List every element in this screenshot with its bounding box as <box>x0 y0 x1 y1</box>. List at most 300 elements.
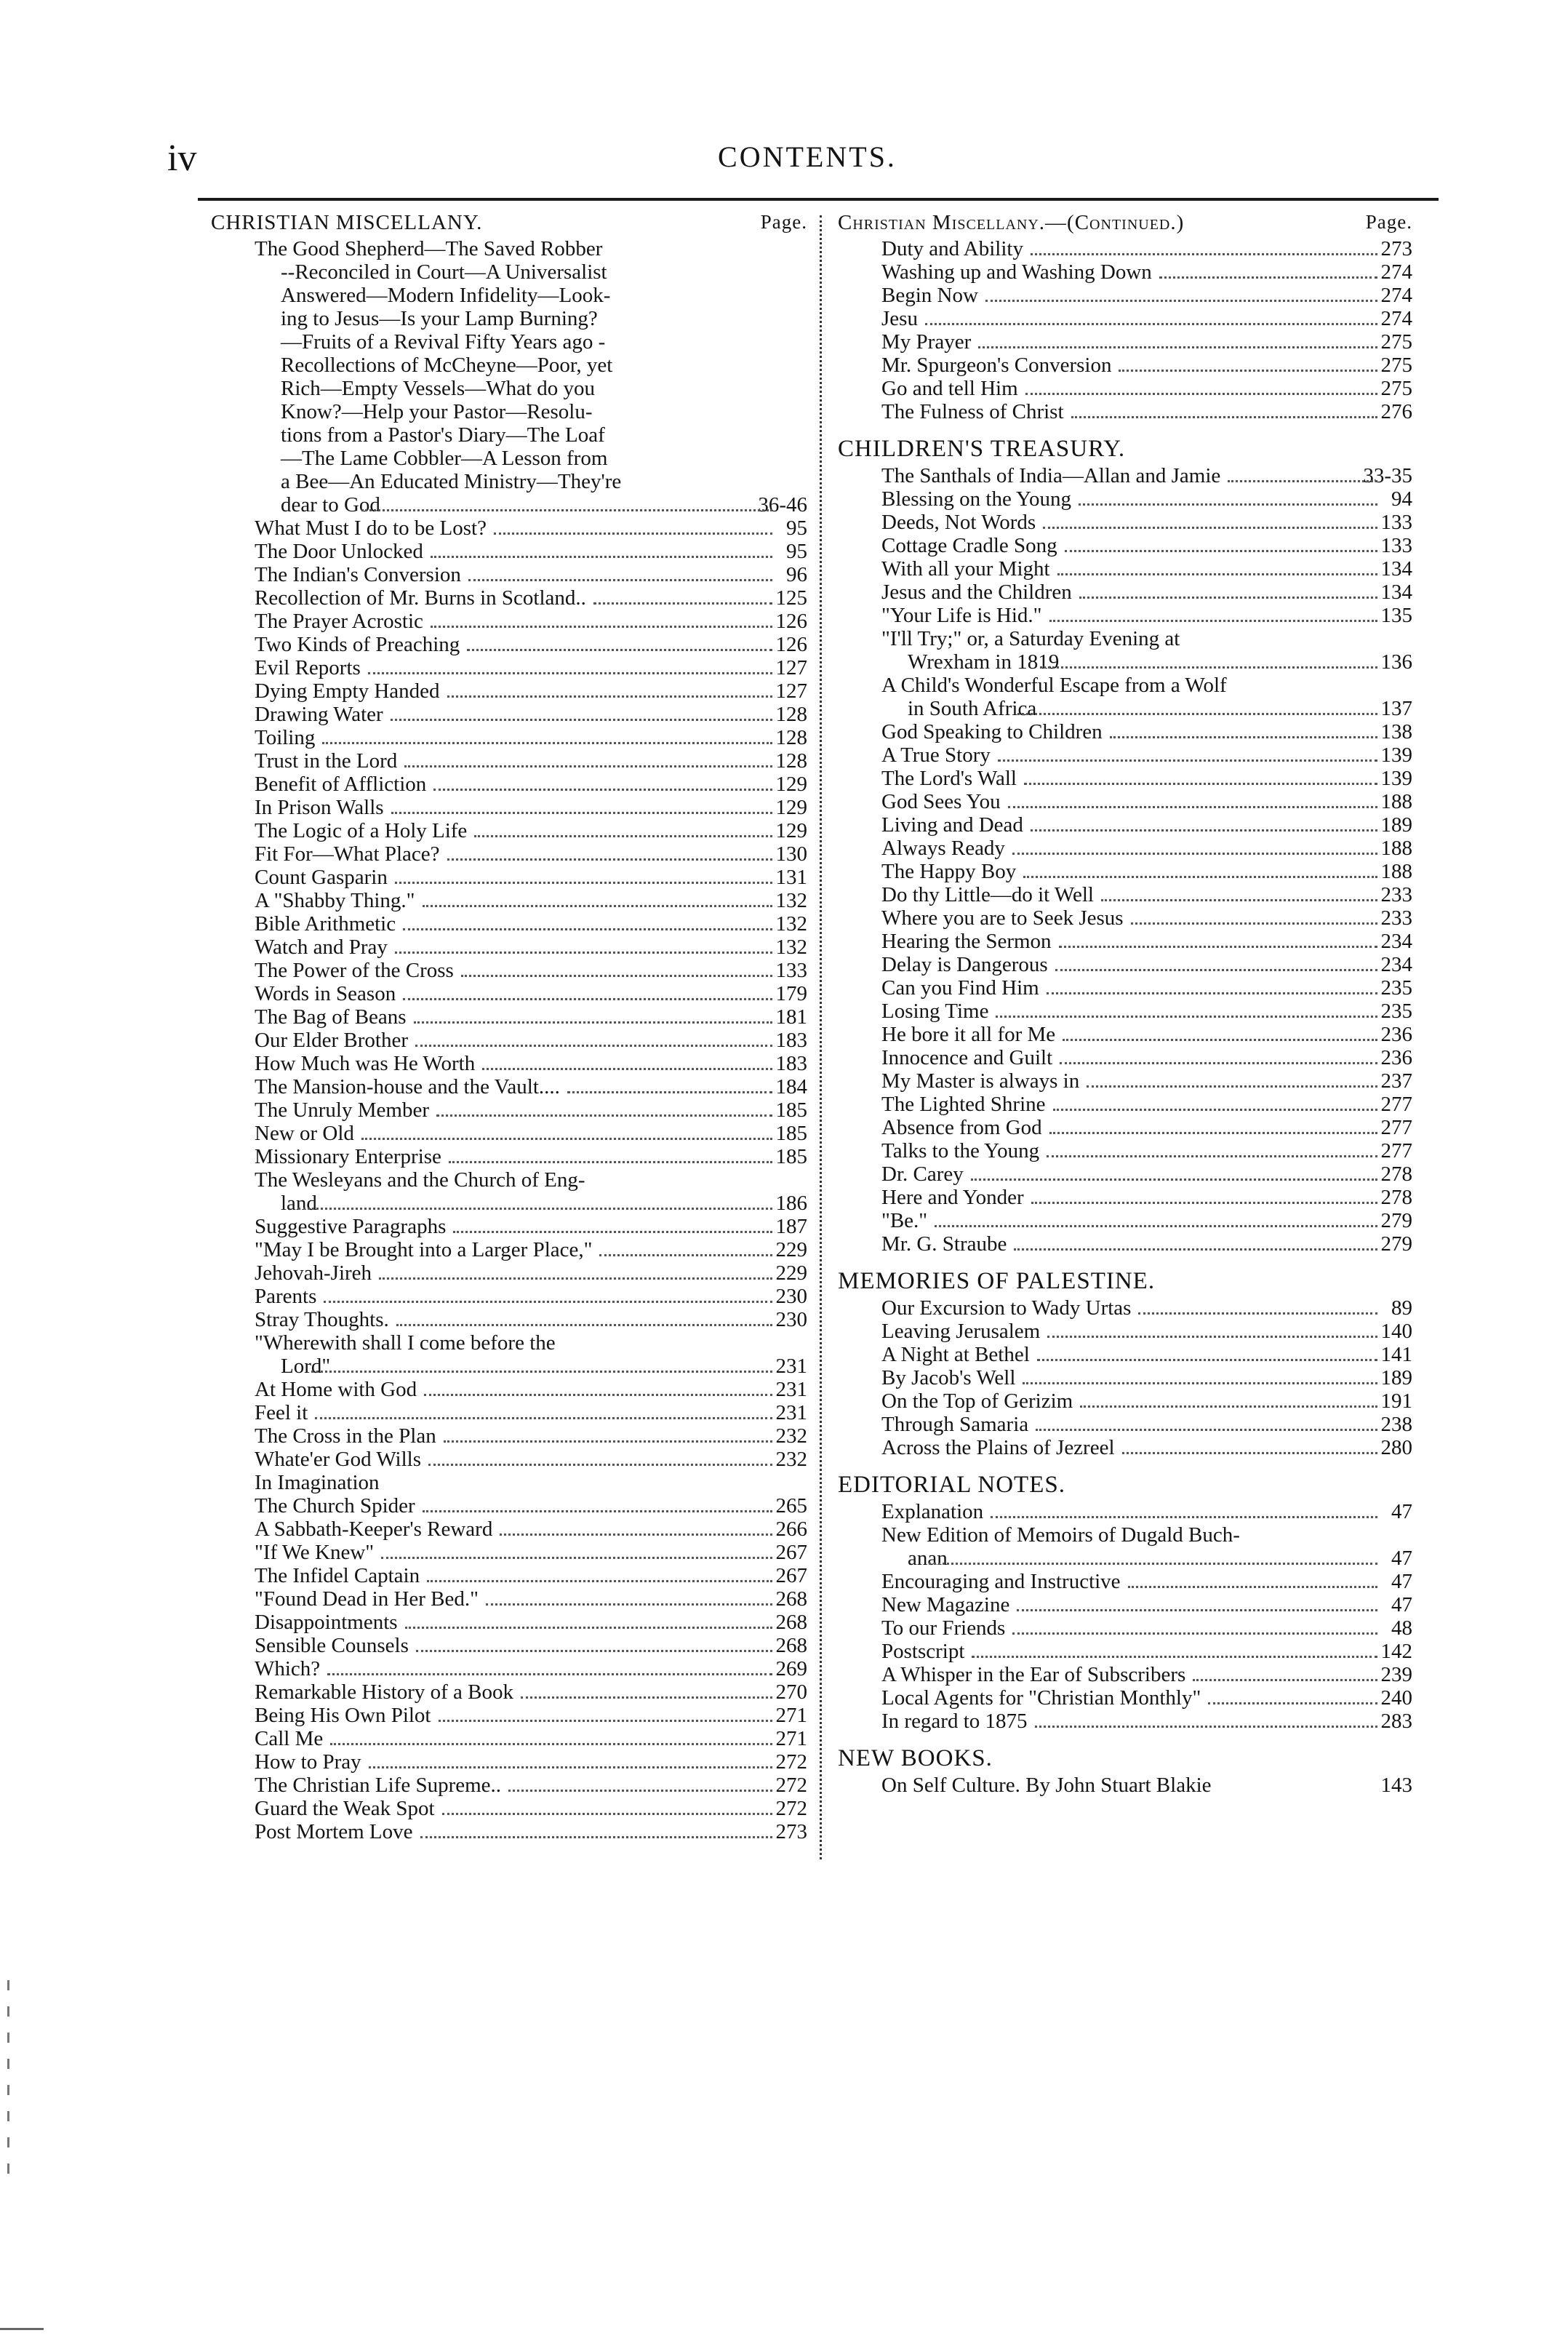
toc-entry <box>881 1616 1412 1640</box>
toc-paragraph-entry <box>211 1331 807 1378</box>
toc-entry <box>881 557 1412 581</box>
toc-title: Remarkable History of a Book <box>255 1680 513 1704</box>
toc-page: 126 <box>772 633 808 656</box>
toc-title: Leaving Jerusalem <box>881 1320 1041 1343</box>
toc-entry <box>255 633 807 656</box>
toc-paragraph-entry <box>211 237 807 517</box>
toc-entry <box>881 1093 1412 1116</box>
toc-title: Whate'er God Wills <box>255 1448 422 1471</box>
toc-entry <box>881 1436 1412 1459</box>
toc-entry <box>881 813 1412 837</box>
toc-entry <box>255 1797 807 1820</box>
section-heading-christian-miscellany <box>211 211 807 237</box>
toc-title: Call Me <box>255 1727 324 1750</box>
toc-title: anan <box>908 1547 948 1570</box>
toc-title: Delay is Dangerous <box>881 953 1048 976</box>
toc-title: Talks to the Young <box>881 1139 1040 1162</box>
section-heading-childrens-treasury: CHILDREN'S TREASURY. <box>838 436 1126 462</box>
toc-page: 135 <box>1377 604 1413 627</box>
toc-page: 270 <box>772 1680 808 1704</box>
toc-entry <box>255 1098 807 1122</box>
toc-title: Feel it <box>255 1401 308 1424</box>
toc-page: 235 <box>1377 1000 1413 1023</box>
toc-entry <box>881 930 1412 953</box>
page-column-label: Page. <box>760 211 807 233</box>
toc-title: Can you Find Him <box>881 976 1039 1000</box>
toc-title: Deeds, Not Words <box>881 511 1036 534</box>
toc-title: Wrexham in 1819 <box>908 650 1060 674</box>
toc-page: 276 <box>1377 400 1413 423</box>
toc-page: 184 <box>772 1075 808 1098</box>
toc-entry <box>881 1209 1412 1232</box>
toc-page: 133 <box>1377 534 1413 557</box>
toc-line <box>881 650 1412 674</box>
toc-title: The Lighted Shrine <box>881 1093 1046 1116</box>
toc-line: Answered—Modern Infidelity—Look- <box>281 284 611 307</box>
toc-entry <box>255 586 807 610</box>
toc-title: The Christian Life Supreme.. <box>255 1774 502 1797</box>
toc-paragraph-entry <box>838 674 1412 720</box>
toc-entry <box>255 1657 807 1680</box>
toc-page: 47 <box>1387 1593 1412 1616</box>
toc-page: 127 <box>772 679 808 703</box>
toc-entry <box>255 1075 807 1098</box>
toc-page: 188 <box>1377 837 1413 860</box>
toc-title: Fit For—What Place? <box>255 842 440 866</box>
toc-title: Mr. G. Straube <box>881 1232 1007 1256</box>
toc-title: Parents <box>255 1285 317 1308</box>
toc-title: Living and Dead <box>881 813 1023 837</box>
toc-title: Benefit of Affliction <box>255 773 427 796</box>
toc-entry <box>881 1389 1412 1413</box>
section-heading-miscellany-continued <box>838 211 1412 237</box>
toc-list <box>211 1378 807 1843</box>
toc-line: Recollections of McCheyne—Poor, yet <box>281 354 613 377</box>
toc-title: The Lord's Wall <box>881 767 1017 790</box>
toc-entry <box>255 656 807 679</box>
toc-title: In regard to 1875 <box>881 1710 1028 1733</box>
toc-page: 274 <box>1377 260 1413 284</box>
toc-entry <box>255 1261 807 1285</box>
toc-page: 141 <box>1377 1343 1413 1366</box>
toc-page: 94 <box>1387 487 1412 511</box>
toc-entry <box>255 1541 807 1564</box>
toc-title: The Power of the Cross <box>255 959 454 982</box>
toc-page: 132 <box>772 912 808 936</box>
toc-page: 33-35 <box>1359 464 1412 487</box>
toc-entry <box>881 1162 1412 1186</box>
toc-title: Recollection of Mr. Burns in Scotland.. <box>255 586 586 610</box>
toc-entry <box>881 1686 1412 1710</box>
toc-title: The Indian's Conversion <box>255 563 461 586</box>
toc-entry <box>255 1704 807 1727</box>
toc-entry <box>255 959 807 982</box>
toc-title: Begin Now <box>881 284 978 307</box>
toc-title: "If We Knew" <box>255 1541 375 1564</box>
toc-title: Bible Arithmetic <box>255 912 396 936</box>
toc-entry <box>881 1366 1412 1389</box>
toc-line: A Child's Wonderful Escape from a Wolf <box>881 674 1227 697</box>
toc-page: 230 <box>772 1308 808 1331</box>
toc-page: 234 <box>1377 930 1413 953</box>
toc-title: Dying Empty Handed <box>255 679 440 703</box>
toc-title: Postscript <box>881 1640 965 1663</box>
toc-entry <box>881 307 1412 330</box>
toc-page: 130 <box>772 842 808 866</box>
toc-page: 128 <box>772 726 808 749</box>
toc-page: 189 <box>1377 1366 1413 1389</box>
toc-title: Across the Plains of Jezreel <box>881 1436 1115 1459</box>
toc-entry <box>881 906 1412 930</box>
toc-title: The Cross in the Plan <box>255 1424 436 1448</box>
toc-title: Trust in the Lord <box>255 749 398 773</box>
section-heading-editorial-notes: EDITORIAL NOTES. <box>838 1472 1065 1498</box>
section-heading-memories-of-palestine: MEMORIES OF PALESTINE. <box>838 1268 1156 1294</box>
toc-line: "I'll Try;" or, a Saturday Evening at <box>881 627 1180 650</box>
toc-title: Lord" <box>281 1355 331 1378</box>
toc-entry <box>255 1471 807 1494</box>
toc-title: Jesus and the Children <box>881 581 1072 604</box>
toc-title: Through Samaria <box>881 1413 1029 1436</box>
toc-title: The Door Unlocked <box>255 540 423 563</box>
toc-title: My Prayer <box>881 330 972 354</box>
toc-page: 232 <box>772 1424 808 1448</box>
toc-page: 275 <box>1377 377 1413 400</box>
toc-title: The Mansion-house and the Vault.... <box>255 1075 560 1098</box>
toc-entry <box>255 1238 807 1261</box>
toc-title: My Master is always in <box>881 1069 1080 1093</box>
toc-page: 238 <box>1377 1413 1413 1436</box>
toc-page: 132 <box>772 936 808 959</box>
page-column-label: Page. <box>1365 211 1412 233</box>
toc-page: 275 <box>1377 354 1413 377</box>
toc-title: Stray Thoughts. <box>255 1308 389 1331</box>
toc-title: Dr. Carey <box>881 1162 964 1186</box>
toc-entry <box>881 1000 1412 1023</box>
toc-entry <box>881 1774 1412 1797</box>
toc-list <box>838 1570 1412 1733</box>
toc-page: 233 <box>1377 883 1413 906</box>
toc-entry <box>881 400 1412 423</box>
page-number: iv <box>167 137 197 179</box>
toc-entry <box>881 1593 1412 1616</box>
page-header <box>167 137 1447 180</box>
toc-page: 283 <box>1377 1710 1413 1733</box>
toc-entry <box>255 749 807 773</box>
toc-title: A Whisper in the Ear of Subscribers <box>881 1663 1186 1686</box>
toc-entry <box>255 1401 807 1424</box>
toc-entry <box>881 1640 1412 1663</box>
toc-page: 236 <box>1377 1046 1413 1069</box>
bottom-edge-mark <box>0 2328 44 2330</box>
toc-page: 126 <box>772 610 808 633</box>
toc-page: 277 <box>1377 1139 1413 1162</box>
toc-page: 140 <box>1377 1320 1413 1343</box>
toc-title: Guard the Weak Spot <box>255 1797 435 1820</box>
toc-page: 280 <box>1377 1436 1413 1459</box>
toc-title: A Night at Bethel <box>881 1343 1030 1366</box>
toc-entry <box>255 679 807 703</box>
toc-page: 231 <box>772 1401 808 1424</box>
toc-line: "Wherewith shall I come before the <box>255 1331 556 1355</box>
toc-entry <box>881 284 1412 307</box>
toc-entry <box>255 1285 807 1308</box>
running-title: CONTENTS. <box>718 140 897 173</box>
toc-title: "May I be Brought into a Larger Place," <box>255 1238 593 1261</box>
toc-page: 137 <box>1377 697 1413 720</box>
toc-entry <box>255 1774 807 1797</box>
toc-page: 232 <box>772 1448 808 1471</box>
toc-line: The Wesleyans and the Church of Eng- <box>255 1168 585 1192</box>
toc-title: Washing up and Washing Down <box>881 260 1152 284</box>
toc-entry <box>881 720 1412 743</box>
toc-line: —Fruits of a Revival Fifty Years ago - <box>281 330 606 354</box>
toc-entry <box>255 1308 807 1331</box>
toc-list <box>211 1215 807 1331</box>
toc-title: The Logic of a Holy Life <box>255 819 468 842</box>
toc-title: A Sabbath-Keeper's Reward <box>255 1518 493 1541</box>
toc-page: 36-46 <box>753 493 807 517</box>
toc-line <box>881 697 1412 720</box>
right-column <box>838 211 1412 1797</box>
toc-title: Local Agents for "Christian Monthly" <box>881 1686 1201 1710</box>
toc-title: Our Excursion to Wady Urtas <box>881 1296 1132 1320</box>
toc-title: Our Elder Brother <box>255 1029 408 1052</box>
toc-title: Cottage Cradle Song <box>881 534 1057 557</box>
toc-entry <box>255 1448 807 1471</box>
toc-page: 139 <box>1377 767 1413 790</box>
toc-page: 179 <box>772 982 808 1005</box>
toc-entry <box>255 773 807 796</box>
toc-entry <box>881 377 1412 400</box>
toc-entry <box>881 1343 1412 1366</box>
toc-line <box>255 493 807 517</box>
toc-page: 181 <box>772 1005 808 1029</box>
toc-page: 48 <box>1387 1616 1412 1640</box>
toc-page: 240 <box>1377 1686 1413 1710</box>
toc-entry <box>255 1378 807 1401</box>
toc-page: 95 <box>782 517 807 540</box>
toc-page: 237 <box>1377 1069 1413 1093</box>
toc-title: In Prison Walls <box>255 796 384 819</box>
section-title: CHRISTIAN MISCELLANY. <box>211 211 483 234</box>
toc-page: 183 <box>772 1029 808 1052</box>
toc-page: 266 <box>772 1518 808 1541</box>
toc-line: Rich—Empty Vessels—What do you <box>281 377 596 400</box>
toc-page: 239 <box>1377 1663 1413 1686</box>
toc-entry <box>255 1424 807 1448</box>
toc-title: Toiling <box>255 726 316 749</box>
toc-page: 142 <box>1377 1640 1413 1663</box>
toc-page: 133 <box>1377 511 1413 534</box>
toc-title: Jesu <box>881 307 918 330</box>
toc-entry <box>255 1634 807 1657</box>
toc-entry <box>881 1710 1412 1733</box>
toc-page: 268 <box>772 1587 808 1611</box>
toc-title: Which? <box>255 1657 321 1680</box>
toc-page: 236 <box>1377 1023 1413 1046</box>
toc-page: 279 <box>1377 1232 1413 1256</box>
toc-page: 138 <box>1377 720 1413 743</box>
toc-page: 128 <box>772 703 808 726</box>
toc-page: 188 <box>1377 790 1413 813</box>
toc-entry <box>881 976 1412 1000</box>
toc-entry <box>881 1232 1412 1256</box>
toc-page: 275 <box>1377 330 1413 354</box>
toc-page: 185 <box>772 1122 808 1145</box>
toc-title: God Speaking to Children <box>881 720 1103 743</box>
toc-list <box>211 517 807 1168</box>
toc-entry <box>881 1663 1412 1686</box>
toc-title: New Magazine <box>881 1593 1010 1616</box>
toc-entry <box>881 1413 1412 1436</box>
toc-page: 267 <box>772 1564 808 1587</box>
toc-entry <box>255 1587 807 1611</box>
toc-page: 128 <box>772 749 808 773</box>
toc-page: 235 <box>1377 976 1413 1000</box>
toc-title: Count Gasparin <box>255 866 388 889</box>
toc-page: 271 <box>772 1704 808 1727</box>
toc-page: 271 <box>772 1727 808 1750</box>
toc-title: Mr. Spurgeon's Conversion <box>881 354 1112 377</box>
toc-entry <box>881 1320 1412 1343</box>
toc-title: Jehovah-Jireh <box>255 1261 372 1285</box>
toc-page: 95 <box>782 540 807 563</box>
toc-page: 279 <box>1377 1209 1413 1232</box>
toc-list <box>838 1774 1412 1797</box>
toc-title: Always Ready <box>881 837 1005 860</box>
toc-entry <box>881 1296 1412 1320</box>
toc-line: --Reconciled in Court—A Universalist <box>281 260 607 284</box>
toc-title: New or Old <box>255 1122 354 1145</box>
toc-entry <box>881 1570 1412 1593</box>
toc-line <box>255 1355 807 1378</box>
toc-title: Absence from God <box>881 1116 1042 1139</box>
toc-page: 188 <box>1377 860 1413 883</box>
toc-entry <box>881 1186 1412 1209</box>
toc-entry <box>881 743 1412 767</box>
toc-title: Innocence and Guilt <box>881 1046 1053 1069</box>
toc-entry <box>255 1122 807 1145</box>
toc-page: 273 <box>1377 237 1413 260</box>
toc-paragraph-entry <box>211 1168 807 1215</box>
toc-paragraph-entry <box>838 1523 1412 1570</box>
toc-entry <box>255 1680 807 1704</box>
toc-entry <box>881 487 1412 511</box>
margin-marks <box>0 1964 29 2313</box>
toc-entry <box>881 767 1412 790</box>
toc-page: 265 <box>772 1494 808 1518</box>
toc-page: 231 <box>772 1355 808 1378</box>
toc-entry <box>881 1069 1412 1093</box>
toc-title: land <box>281 1192 317 1215</box>
toc-line: Know?—Help your Pastor—Resolu- <box>281 400 593 423</box>
toc-title: The Bag of Beans <box>255 1005 407 1029</box>
toc-page: 185 <box>772 1098 808 1122</box>
toc-page: 129 <box>772 796 808 819</box>
toc-page: 132 <box>772 889 808 912</box>
toc-title: Hearing the Sermon <box>881 930 1052 953</box>
toc-title: What Must I do to be Lost? <box>255 517 487 540</box>
toc-entry <box>255 1611 807 1634</box>
toc-page: 231 <box>772 1378 808 1401</box>
toc-page: 191 <box>1377 1389 1413 1413</box>
toc-list <box>838 237 1412 423</box>
toc-title: He bore it all for Me <box>881 1023 1056 1046</box>
toc-title: Two Kinds of Preaching <box>255 633 460 656</box>
toc-page: 272 <box>772 1797 808 1820</box>
toc-title: How to Pray <box>255 1750 361 1774</box>
toc-page: 229 <box>772 1238 808 1261</box>
toc-line: —The Lame Cobbler—A Lesson from <box>281 447 608 470</box>
toc-entry <box>255 726 807 749</box>
toc-line <box>881 1547 1412 1570</box>
toc-entry <box>881 581 1412 604</box>
toc-title: By Jacob's Well <box>881 1366 1016 1389</box>
toc-title: How Much was He Worth <box>255 1052 476 1075</box>
toc-page: 273 <box>772 1820 808 1843</box>
toc-entry <box>881 534 1412 557</box>
toc-page: 277 <box>1377 1093 1413 1116</box>
toc-title: "Your Life is Hid." <box>881 604 1042 627</box>
toc-page: 233 <box>1377 906 1413 930</box>
toc-entry <box>881 330 1412 354</box>
toc-title: The Unruly Member <box>255 1098 429 1122</box>
toc-title: Losing Time <box>881 1000 989 1023</box>
toc-entry <box>255 1750 807 1774</box>
toc-page: 47 <box>1387 1500 1412 1523</box>
toc-entry <box>881 790 1412 813</box>
toc-page: 272 <box>772 1774 808 1797</box>
toc-entry <box>255 796 807 819</box>
toc-title: The Infidel Captain <box>255 1564 420 1587</box>
toc-page: 230 <box>772 1285 808 1308</box>
toc-page: 274 <box>1377 284 1413 307</box>
toc-page: 187 <box>772 1215 808 1238</box>
toc-entry <box>255 1564 807 1587</box>
toc-line: ing to Jesus—Is your Lamp Burning? <box>281 307 598 330</box>
header-rule <box>198 198 1439 201</box>
toc-entry <box>881 464 1412 487</box>
toc-entry <box>255 889 807 912</box>
toc-page: 269 <box>772 1657 808 1680</box>
toc-title: Being His Own Pilot <box>255 1704 431 1727</box>
toc-entry <box>881 1116 1412 1139</box>
toc-list <box>838 720 1412 1256</box>
toc-entry <box>255 866 807 889</box>
toc-page: 96 <box>782 563 807 586</box>
toc-entry <box>255 563 807 586</box>
toc-page: 136 <box>1377 650 1413 674</box>
toc-entry <box>881 1139 1412 1162</box>
toc-title: With all your Might <box>881 557 1050 581</box>
toc-title: The Church Spider <box>255 1494 415 1518</box>
toc-title: The Happy Boy <box>881 860 1017 883</box>
toc-page: 133 <box>772 959 808 982</box>
toc-page: 278 <box>1377 1186 1413 1209</box>
toc-entry <box>881 1046 1412 1069</box>
toc-page: 268 <box>772 1634 808 1657</box>
toc-entry <box>881 953 1412 976</box>
toc-title: "Be." <box>881 1209 928 1232</box>
toc-page: 234 <box>1377 953 1413 976</box>
toc-entry <box>881 1500 1412 1523</box>
left-column <box>211 211 807 1843</box>
toc-title: Disappointments <box>255 1611 398 1634</box>
toc-entry <box>255 912 807 936</box>
toc-page: 143 <box>1377 1774 1413 1797</box>
toc-title: dear to God <box>281 493 380 517</box>
